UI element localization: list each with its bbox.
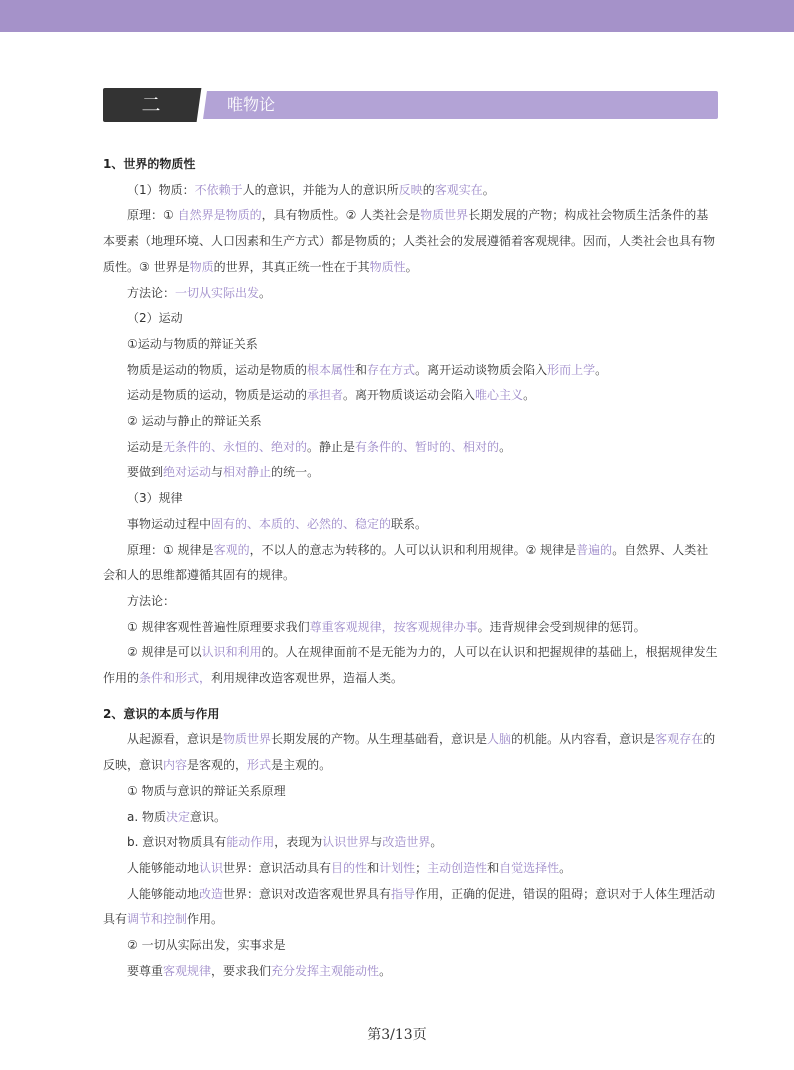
subheading-motion-matter: ①运动与物质的辩证关系 (127, 336, 258, 351)
top-banner (0, 0, 794, 32)
paragraph-law-principle: 原理：① 规律是客观的，不以人的意志为转移的。人可以认识和利用规律。② 规律是普遍的。自然界、人类社会和人的思维都遵循其固有的规律。 (103, 542, 709, 583)
paragraph-method-1: 方法论：一切从实际出发。 (127, 285, 272, 300)
paragraph-respect-law: 要尊重客观规律，要求我们充分发挥主观能动性。 (127, 963, 392, 978)
subheading-motion: （2）运动 (127, 311, 183, 326)
paragraph-law-definition: 事物运动过程中固有的、本质的、必然的、稳定的联系。 (127, 516, 428, 531)
paragraph-know-world: 人能够能动地认识世界：意识活动具有目的性和计划性；主动创造性和自觉选择性。 (127, 860, 572, 875)
paragraph-motion-rest: 运动是无条件的、永恒的、绝对的。静止是有条件的、暂时的、相对的。 (127, 439, 512, 454)
paragraph-motion-1: 物质是运动的物质，运动是物质的根本属性和存在方式。离开运动谈物质会陷入形而上学。 (127, 362, 608, 377)
paragraph-change-world: 人能够能动地改造世界：意识对改造客观世界具有指导作用，正确的促进，错误的阻碍；意识对于人体生理活动具有调节和控制作用。 (103, 886, 716, 927)
page-number: 第3/13页 (367, 1027, 427, 1043)
paragraph-matter: （1）物质：不依赖于人的意识，并能为人的意识所反映的客观实在。 (127, 182, 495, 197)
paragraph-law-method-2: ② 规律是可以认识和利用的。人在规律面前不是无能为力的，人可以在认识和把握规律的基础上，根据规律发生作用的条件和形式，利用规律改造客观世界，造福人类。 (103, 645, 718, 686)
paragraph-law-method-1: ① 规律客观性普遍性原理要求我们尊重客观规律，按客观规律办事。违背规律会受到规律的惩罚。 (127, 619, 646, 634)
paragraph-consciousness-origin: 从起源看，意识是物质世界长期发展的产物。从生理基础看，意识是人脑的机能。从内容看，意识是客观存在的反映，意识内容是客观的，形式是主观的。 (103, 732, 716, 773)
paragraph-unity: 要做到绝对运动与相对静止的统一。 (127, 465, 320, 480)
section-title: 唯物论 (227, 95, 276, 114)
paragraph-method-2: 方法论： (127, 593, 176, 608)
section-number: 二 (141, 94, 161, 116)
paragraph-point-a: a. 物质决定意识。 (127, 809, 227, 824)
subheading-matter-consciousness: ① 物质与意识的辩证关系原理 (127, 783, 286, 798)
paragraph-principle-1: 原理：① 自然界是物质的，具有物质性。② 人类社会是物质世界长期发展的产物；构成社会物质生活条件的基本要素（地理环境、人口因素和生产方式）都是物质的；人类社会的发展遵循着客观规律。因而，人类社会也具有物质性。③ 世界是物质的世界，其真正统一性在于其物质性。 (103, 208, 716, 274)
heading-1: 1、世界的物质性 (103, 157, 196, 171)
document-body (103, 152, 718, 985)
paragraph-point-b: b. 意识对物质具有能动作用，表现为认识世界与改造世界。 (127, 835, 443, 850)
subheading-motion-rest: ② 运动与静止的辩证关系 (127, 414, 262, 429)
heading-2: 2、意识的本质与作用 (103, 706, 220, 721)
subheading-law: （3）规律 (127, 491, 183, 506)
subheading-seek-truth: ② 一切从实际出发，实事求是 (127, 938, 286, 953)
section-header (103, 88, 718, 122)
paragraph-motion-2: 运动是物质的运动，物质是运动的承担者。离开物质谈运动会陷入唯心主义。 (127, 388, 536, 403)
